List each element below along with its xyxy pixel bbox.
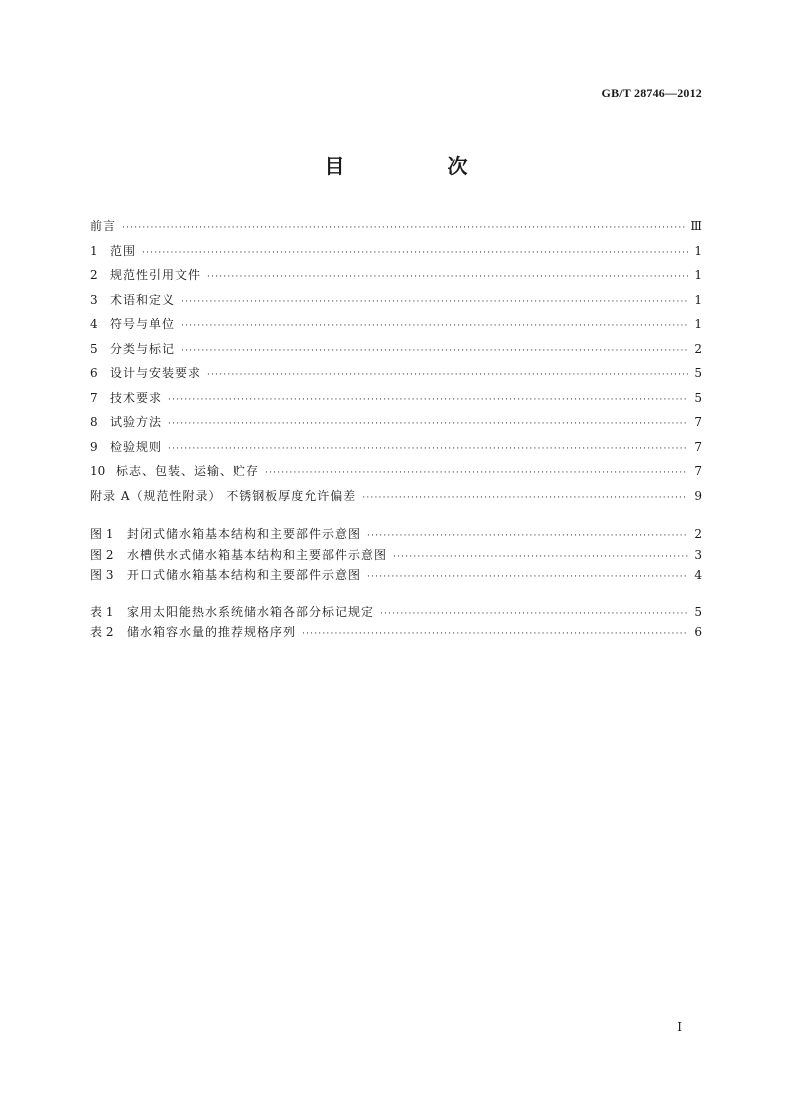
toc-entry-label: 附录 A（规范性附录） 不锈钢板厚度允许偏差 (90, 488, 357, 503)
dot-leader (207, 265, 688, 290)
toc-entry-test-methods[interactable] (90, 410, 702, 435)
toc-entry-number: 3 (90, 292, 98, 307)
toc-entry-number: 图 3 (90, 568, 114, 582)
toc-entry-label: 技术要求 (110, 390, 163, 405)
toc-entry-design-installation[interactable] (90, 361, 702, 386)
toc-entry-terms-definitions[interactable] (90, 288, 702, 313)
toc-entry-table-2[interactable] (90, 622, 702, 643)
toc-entry-table-1[interactable] (90, 602, 702, 623)
toc-sections (90, 214, 702, 508)
toc-entry-page: 1 (694, 317, 702, 331)
toc-entry-label: 家用太阳能热水系统储水箱各部分标记规定 (127, 604, 375, 619)
table-of-contents (90, 214, 702, 643)
toc-entry-page: 7 (694, 464, 702, 478)
toc-entry-number: 2 (90, 268, 98, 282)
toc-entry-page: 4 (694, 568, 702, 582)
dot-leader (142, 241, 688, 266)
toc-entry-figure-3[interactable] (90, 565, 702, 586)
dot-leader (207, 363, 688, 388)
toc-entry-number: 1 (90, 243, 98, 258)
dot-leader (168, 437, 688, 462)
toc-entry-label: 前言 (90, 219, 117, 233)
toc-figures (90, 524, 702, 586)
dot-leader (367, 526, 688, 547)
toc-tables (90, 602, 702, 643)
toc-entry-number: 9 (90, 439, 98, 454)
page-folio: I (677, 1020, 682, 1034)
toc-entry-page: 1 (694, 243, 702, 258)
toc-entry-page: 2 (694, 527, 702, 541)
toc-entry-label: 设计与安装要求 (110, 366, 202, 380)
dot-leader (168, 388, 688, 413)
toc-entry-number: 7 (90, 390, 98, 405)
dot-leader (168, 412, 688, 437)
dot-leader (181, 290, 688, 315)
toc-entry-number: 图 2 (90, 547, 114, 562)
toc-entry-number: 5 (90, 341, 98, 356)
toc-entry-symbols-units[interactable] (90, 312, 702, 337)
toc-entry-label: 术语和定义 (110, 292, 176, 307)
toc-entry-label: 标志、包装、运输、贮存 (116, 464, 260, 478)
toc-entry-label: 范围 (110, 243, 137, 258)
dot-leader (367, 567, 688, 588)
toc-entry-number: 表 1 (90, 604, 114, 619)
toc-entry-number: 6 (90, 366, 98, 380)
toc-entry-page: 5 (694, 366, 702, 380)
toc-entry-number: 图 1 (90, 527, 114, 541)
toc-entry-label: 封闭式储水箱基本结构和主要部件示意图 (127, 527, 362, 541)
toc-entry-number: 8 (90, 415, 98, 429)
toc-entry-page: 1 (694, 268, 702, 282)
toc-entry-label: 开口式储水箱基本结构和主要部件示意图 (127, 568, 362, 582)
toc-entry-technical-requirements[interactable] (90, 386, 702, 411)
toc-entry-label: 符号与单位 (110, 317, 176, 331)
toc-entry-page: 7 (694, 439, 702, 454)
page-title: 目 次 (324, 154, 516, 178)
toc-entry-page: 7 (694, 415, 702, 429)
toc-entry-label: 试验方法 (110, 415, 163, 429)
dot-leader (181, 314, 688, 339)
toc-entry-figure-1[interactable] (90, 524, 702, 545)
toc-entry-page: 2 (694, 341, 702, 356)
toc-entry-label: 储水箱容水量的推荐规格序列 (127, 625, 297, 639)
dot-leader (181, 339, 688, 364)
toc-entry-page: 5 (694, 390, 702, 405)
toc-entry-page: 9 (694, 488, 702, 503)
toc-entry-number: 10 (90, 464, 106, 478)
toc-entry-normative-references[interactable] (90, 263, 702, 288)
toc-entry-page: 5 (694, 604, 702, 619)
toc-entry-annex-a[interactable] (90, 484, 702, 509)
dot-leader (393, 547, 688, 568)
toc-entry-label: 检验规则 (110, 439, 163, 454)
toc-entry-number: 表 2 (90, 625, 114, 639)
dot-leader (362, 486, 688, 511)
toc-entry-label: 水槽供水式储水箱基本结构和主要部件示意图 (127, 547, 388, 562)
dot-leader (265, 461, 688, 486)
toc-entry-label: 规范性引用文件 (110, 268, 202, 282)
toc-entry-scope[interactable] (90, 239, 702, 264)
toc-entry-page: Ⅲ (690, 219, 702, 233)
toc-entry-foreword[interactable] (90, 214, 702, 239)
dot-leader (380, 604, 688, 625)
toc-entry-figure-2[interactable] (90, 545, 702, 566)
toc-entry-number: 4 (90, 317, 98, 331)
toc-entry-page: 6 (694, 625, 702, 639)
toc-entry-classification[interactable] (90, 337, 702, 362)
standard-number: GB/T 28746—2012 (601, 86, 702, 100)
dot-leader (302, 624, 688, 645)
dot-leader (122, 216, 686, 241)
toc-entry-label: 分类与标记 (110, 341, 176, 356)
toc-entry-page: 3 (694, 547, 702, 562)
toc-entry-page: 1 (694, 292, 702, 307)
toc-entry-marking-packaging[interactable] (90, 459, 702, 484)
toc-entry-inspection-rules[interactable] (90, 435, 702, 460)
